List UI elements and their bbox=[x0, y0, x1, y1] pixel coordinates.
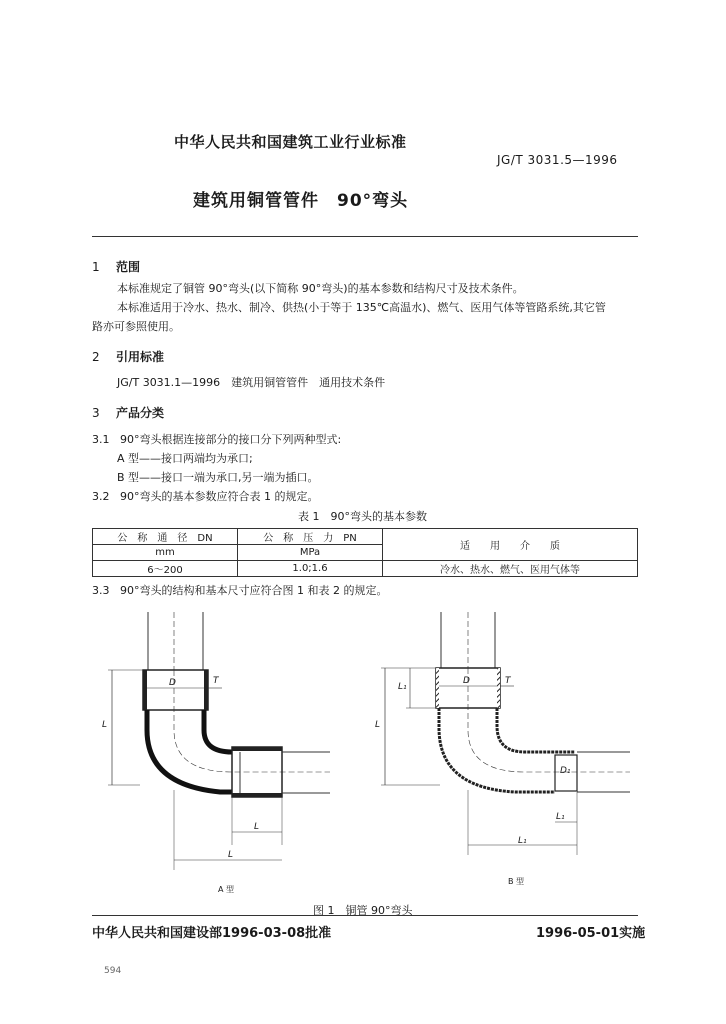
section-1-paragraph-2: 本标准适用于冷水、热水、制冷、供热(小于等于 135℃高温水)、燃气、医用气体等管路系统,其它管 bbox=[117, 301, 606, 314]
clause-number: 3.1 bbox=[92, 433, 110, 446]
header-medium: 适 用 介 质 bbox=[383, 529, 638, 561]
centerline bbox=[174, 670, 330, 772]
dim-label-d: D bbox=[463, 676, 470, 686]
section-number: 3 bbox=[92, 406, 100, 420]
elbow-inner-wall bbox=[204, 710, 232, 752]
dim-label-d1: D₁ bbox=[560, 766, 571, 776]
wall-section bbox=[497, 668, 500, 708]
clause-number: 3.3 bbox=[92, 584, 110, 597]
wall-section bbox=[143, 670, 147, 710]
wall-section bbox=[232, 793, 282, 797]
dim-label-t: T bbox=[213, 676, 219, 686]
effective-date: 1996-05-01实施 bbox=[536, 926, 646, 941]
cell-pressure: 1.0;1.6 bbox=[238, 561, 383, 577]
section-number: 2 bbox=[92, 350, 100, 364]
type-a-definition: A 型——接口两端均为承口; bbox=[117, 452, 253, 465]
section-title: 范围 bbox=[116, 260, 141, 274]
header-nominal-diameter: 公 称 通 径 DN bbox=[93, 529, 238, 545]
standard-code: JG/T 3031.5—1996 bbox=[497, 153, 618, 167]
dim-label-d: D bbox=[169, 678, 176, 688]
centerline bbox=[468, 668, 630, 772]
dim-label-l1: L₁ bbox=[398, 682, 407, 692]
unit-mpa: MPa bbox=[238, 545, 383, 561]
bottom-divider bbox=[92, 915, 638, 916]
dim-label-l: L bbox=[375, 720, 381, 730]
wall-section bbox=[204, 670, 208, 710]
type-b-elbow-drawing bbox=[381, 612, 630, 855]
figure-a-label: A 型 bbox=[218, 885, 235, 894]
dim-label-t: T bbox=[505, 676, 511, 686]
clause-text: 90°弯头的基本参数应符合表 1 的规定。 bbox=[120, 490, 319, 503]
section-title: 引用标准 bbox=[116, 350, 165, 364]
wall-section bbox=[232, 747, 282, 751]
reference-standard: JG/T 3031.1—1996 建筑用铜管管件 通用技术条件 bbox=[117, 376, 386, 389]
figure-b-label: B 型 bbox=[508, 877, 525, 886]
document-title: 建筑用铜管管件 90°弯头 bbox=[193, 191, 409, 211]
type-a-elbow-drawing bbox=[108, 612, 330, 870]
section-1-paragraph-2-cont: 路亦可参照使用。 bbox=[92, 320, 180, 333]
cell-diameter-range: 6～200 bbox=[93, 561, 238, 577]
standard-organization: 中华人民共和国建筑工业行业标准 bbox=[174, 133, 407, 151]
section-title: 产品分类 bbox=[116, 406, 165, 420]
clause-text: 90°弯头的结构和基本尺寸应符合图 1 和表 2 的规定。 bbox=[120, 584, 388, 597]
dim-label-l1: L₁ bbox=[518, 836, 527, 846]
dim-label-l: L bbox=[102, 720, 108, 730]
dim-label-l: L bbox=[228, 850, 234, 860]
socket-outline bbox=[143, 670, 208, 710]
table-1-caption: 表 1 90°弯头的基本参数 bbox=[298, 510, 427, 523]
cell-medium: 冷水、热水、燃气、医用气体等 bbox=[383, 561, 638, 577]
page-number: 594 bbox=[104, 966, 122, 976]
dim-label-l1: L₁ bbox=[556, 812, 565, 822]
elbow-inner-wall bbox=[497, 708, 575, 752]
wall-section bbox=[436, 668, 439, 708]
section-1-paragraph-1: 本标准规定了铜管 90°弯头(以下简称 90°弯头)的基本参数和结构尺寸及技术条件。 bbox=[117, 282, 524, 295]
unit-mm: mm bbox=[93, 545, 238, 561]
header-nominal-pressure: 公 称 压 力 PN bbox=[238, 529, 383, 545]
figure-1-caption: 图 1 铜管 90°弯头 bbox=[313, 904, 413, 917]
approval-statement: 中华人民共和国建设部1996-03-08批准 bbox=[92, 926, 332, 941]
type-b-definition: B 型——接口一端为承口,另一端为插口。 bbox=[117, 471, 319, 484]
clause-number: 3.2 bbox=[92, 490, 110, 503]
section-number: 1 bbox=[92, 260, 100, 274]
clause-text: 90°弯头根据连接部分的接口分下列两种型式: bbox=[120, 433, 342, 446]
dim-label-l: L bbox=[254, 822, 260, 832]
